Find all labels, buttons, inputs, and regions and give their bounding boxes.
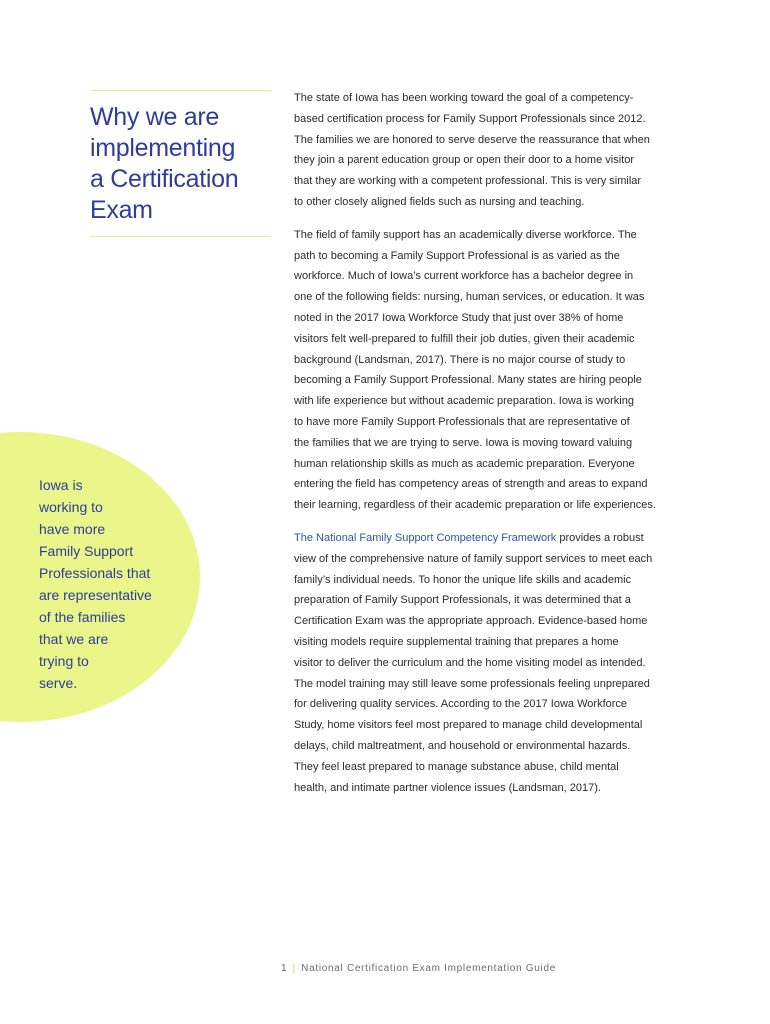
text-line: Study, home visitors feel most prepared to manage child developmental bbox=[294, 719, 643, 732]
sidebar-title-line: a Certification bbox=[90, 165, 239, 193]
guide-title: National Certification Exam Implementation Guide bbox=[301, 963, 556, 974]
text-line: to have more Family Support Professionals that are representative of bbox=[294, 415, 630, 428]
pull-quote-line: Family Support bbox=[39, 543, 134, 559]
text-line: that they are working with a competent professional. This is very similar bbox=[294, 175, 642, 188]
text-line: background (Landsman, 2017). There is no major course of study to bbox=[294, 353, 626, 366]
footer-separator: | bbox=[292, 963, 296, 974]
pull-quote-line: have more bbox=[39, 521, 106, 537]
text-line: to other closely aligned fields such as nursing and teaching. bbox=[294, 195, 585, 208]
text-line: The model training may still leave some professionals feeling unprepared bbox=[294, 677, 650, 690]
text-line: human relationship skills as much as academic preparation. Everyone bbox=[294, 457, 635, 470]
text-line: based certification process for Family Support Professionals since 2012. bbox=[294, 112, 646, 125]
pull-quote-line: are representative bbox=[39, 587, 152, 603]
text-line bbox=[294, 528, 674, 549]
text-line: for delivering quality services. According to the 2017 Iowa Workforce bbox=[294, 698, 628, 711]
pull-quote-line: of the families bbox=[39, 609, 126, 625]
pull-quote-line: working to bbox=[39, 499, 103, 515]
text-line: preparation of Family Support Professionals, it was determined that a bbox=[294, 594, 631, 607]
text-line: entering the field has competency areas of strength and areas to expand bbox=[294, 478, 648, 491]
sidebar-bottom-rule bbox=[90, 236, 271, 237]
sidebar-title-line: Exam bbox=[90, 196, 153, 224]
text-line: They feel least prepared to manage substance abuse, child mental bbox=[294, 760, 619, 773]
text-line: the families that we are trying to serve. Iowa is moving toward valuing bbox=[294, 436, 633, 449]
sidebar-top-rule bbox=[90, 90, 271, 91]
pull-quote-line: that we are bbox=[39, 631, 109, 647]
pull-quote-line: Iowa is bbox=[39, 477, 83, 493]
text-line: visitors felt well-prepared to fulfill their job duties, given their academic bbox=[294, 332, 635, 345]
text-line: becoming a Family Support Professional. Many states are hiring people bbox=[294, 374, 642, 387]
text-line: noted in the 2017 Iowa Workforce Study that just over 38% of home bbox=[294, 311, 624, 324]
paragraph-intro bbox=[294, 88, 674, 213]
text-line: workforce. Much of Iowa’s current workforce has a bachelor degree in bbox=[294, 270, 634, 283]
sidebar-title-line: implementing bbox=[90, 134, 236, 162]
page-footer bbox=[281, 962, 556, 976]
pull-quote bbox=[39, 474, 152, 694]
paragraph-framework bbox=[294, 528, 674, 798]
text-line: delays, child maltreatment, and household or environmental hazards. bbox=[294, 739, 631, 752]
page-number: 1 bbox=[281, 963, 287, 974]
text-line: The families we are honored to serve deserve the reassurance that when bbox=[294, 133, 650, 146]
pull-quote-line: Professionals that bbox=[39, 565, 151, 581]
text-line: with life experience but without academic preparation. Iowa is working bbox=[294, 395, 634, 408]
body-column bbox=[294, 88, 674, 810]
text-line: visitor to deliver the curriculum and the home visiting model as intended. bbox=[294, 656, 646, 669]
text-fragment: provides a robust bbox=[556, 531, 644, 544]
text-line: view of the comprehensive nature of family support services to meet each bbox=[294, 552, 653, 565]
pull-quote-line: trying to bbox=[39, 653, 89, 669]
pull-quote-line: serve. bbox=[39, 675, 78, 691]
text-line: visiting models require supplemental training that prepares a home bbox=[294, 635, 619, 648]
text-line: they join a parent education group or open their door to a home visitor bbox=[294, 154, 634, 167]
text-line: path to becoming a Family Support Professional is as varied as the bbox=[294, 249, 620, 262]
sidebar-title bbox=[90, 102, 270, 226]
text-line: The field of family support has an academically diverse workforce. The bbox=[294, 228, 637, 241]
text-line: their learning, regardless of their academic preparation or life experiences. bbox=[294, 499, 656, 512]
text-line: The state of Iowa has been working toward the goal of a competency- bbox=[294, 92, 634, 104]
paragraph-workforce bbox=[294, 225, 674, 516]
text-line: family’s individual needs. To honor the unique life skills and academic bbox=[294, 573, 632, 586]
text-line: health, and intimate partner violence issues (Landsman, 2017). bbox=[294, 781, 601, 794]
sidebar-title-line: Why we are bbox=[90, 103, 219, 131]
text-line: one of the following fields: nursing, human services, or education. It was bbox=[294, 291, 645, 304]
framework-link[interactable]: The National Family Support Competency Framework bbox=[294, 531, 557, 544]
text-line: Certification Exam was the appropriate approach. Evidence-based home bbox=[294, 615, 648, 628]
